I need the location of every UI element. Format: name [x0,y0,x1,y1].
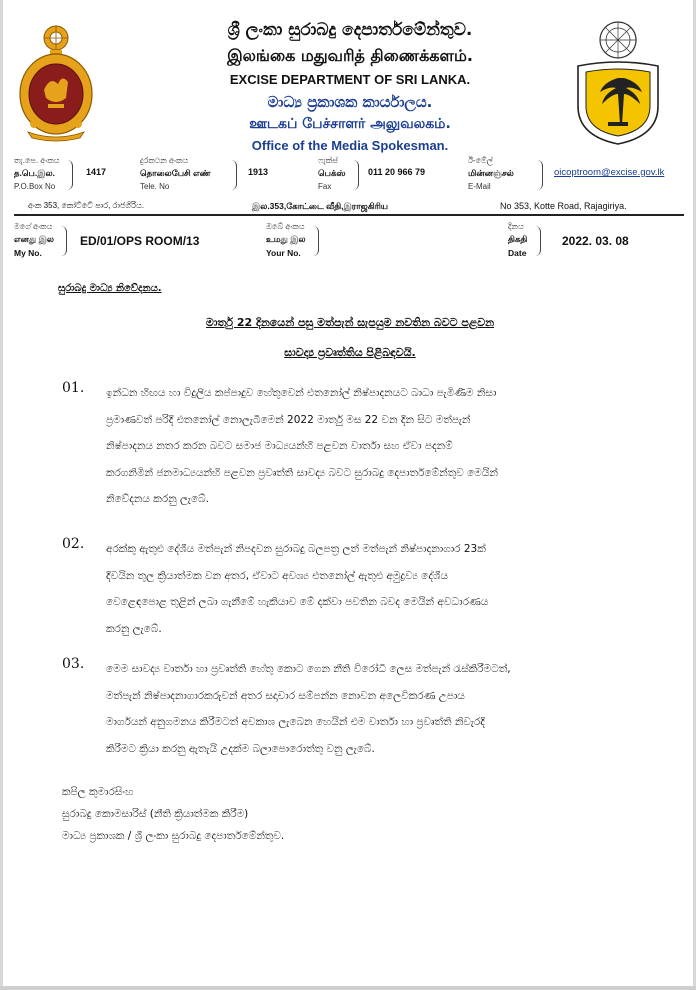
yourno-brace [312,226,319,256]
myno-label-ta: எனது இல [14,234,54,244]
notice-type: සුරාබදු මාධ්‍ය නිවේදනය. [58,283,162,294]
pobox-label-en: P.O.Box No [14,182,56,191]
paragraph-line: ඉන්ධන හිඟය හා විදුලිය කප්පාදුව හේතුවෙන් එතනෝල් නිෂ්පාදනයට බාධා පැමිණීම නිසා [106,387,497,399]
my-number-value: ED/01/OPS ROOM/13 [80,234,200,248]
reference-row [14,222,684,262]
paragraph-3 [106,656,644,762]
pobox-label-ta: த.பெ.இல. [14,168,55,178]
myno-label-si: මගේ අංකය [14,222,53,231]
paragraph-2 [106,536,644,642]
national-emblem-icon [14,20,98,142]
paragraph-line: නිෂ්පාදනය නතර කරන බවට සමාජ මාධ්‍යයන්හි පළවන වාර්තා සහ ඒවා පදනම් [106,440,453,452]
header-divider [14,214,684,216]
date-label-ta: திகதி [508,234,528,244]
subject-line-2: සාවද්‍ය ප්‍රවෘත්තිය පිළිබඳවයි. [284,346,416,359]
office-title-tamil: ஊடகப் பேச்சாளர் அலுவலகம். [249,116,451,132]
office-title-english: Office of the Media Spokesman. [251,138,449,153]
paragraph-line: මෙම සාවද්‍ය වාර්තා හා ප්‍රවෘත්ති හේතු කොට ගෙන නීති විරෝධී ලෙස මත්පැන් රැස්කිරීමටත්, [106,663,511,675]
page-edge-left [0,0,3,990]
address-english: No 353, Kotte Road, Rajagiriya. [500,201,627,211]
myno-brace [60,226,67,256]
email-label-ta: மின்னஞ்சல் [468,168,514,178]
date-value: 2022. 03. 08 [562,234,629,248]
fax-label-ta: பெக்ஸ் [318,168,346,178]
fax-label-en: Fax [318,182,332,191]
paragraph-line: මාර්ගයන් අනුගමනය කිරීමටත් අවකාශ ලැබෙන හෙයින් එම වාර්තා හා ප්‍රවෘත්ති නිවැරදි [106,716,485,728]
yourno-label-en: Your No. [266,248,301,258]
office-title-sinhala: මාධ්‍ය ප්‍රකාශක කාර්යාලය. [267,93,433,111]
paragraph-line: ප්‍රමාණවත් පරිදි එතනෝල් නොලැබීමෙන් 2022 මාර්තු මස 22 වන දින සිට මත්පැන් [106,413,471,426]
tele-brace [230,160,237,190]
dept-title-tamil: இலங்கை மதுவரித் திணைக்களம். [227,46,473,65]
paragraph-line: කරගනිමින් ජනමාධ්‍යයන්හි පළවන ප්‍රවෘත්ති සාවද්‍ය බවට සුරාබදු දෙපාර්තමේන්තුව මෙයින් [106,466,498,479]
paragraph-line: කිරීමට ක්‍රියා කරනු ඇතැයි උදක්ම බලාපොරොත්තු වනු ලැබේ. [106,742,375,755]
myno-label-en: My No. [14,248,42,258]
paragraph-line: මත්පැන් නිෂ්පාදනාගාරකරුවන් අතර සදාචාර සම්පන්න නොවන අලෙවිකරණ උපාය [106,689,465,702]
paragraph-number: 01. [62,380,85,396]
email-link[interactable]: oicoptroom@excise.gov.lk [554,167,665,178]
page-edge-bottom [0,986,696,990]
paragraph-number: 02. [62,536,85,552]
pobox-label-si: තැ.පෙ. අංකය [14,156,60,165]
email-label-si: ඊ-මේල් [468,156,493,165]
dept-title-sinhala: ශ්‍රී ලංකා සුරාබදු දෙපාර්තමේන්තුව. [227,20,473,40]
signatory-title: සුරාබදු කොමසාරිස් (නීති ක්‍රියාත්මක කිරීම) [62,808,249,820]
tele-label-en: Tele. No [140,182,170,191]
fax-label-si: ෆැක්ස් [318,156,338,165]
paragraph-line: කරනු ලැබේ. [106,622,162,635]
address-sinhala: අංක 353, කෝට්ටේ පාර, රාජගිරිය. [28,201,144,210]
fax-value: 011 20 966 79 [368,167,426,177]
yourno-label-si: ඔබේ අංකය [266,222,305,231]
email-label-en: E-Mail [468,182,491,191]
excise-crest-icon [572,18,664,146]
subject-line-1: මාර්තු 22 දිනයෙන් පසු මත්පැන් සැපයුම නවතින බවට පළවන [205,316,495,329]
paragraph-line: නිවේදනය කරනු ලැබේ. [106,493,209,505]
pobox-brace [66,160,73,190]
signatory-name: කපිල කුමාරසිංහ [62,786,134,798]
date-brace [534,226,541,256]
yourno-label-ta: உமது இல [266,234,306,244]
contact-row [8,156,688,198]
tele-label-ta: தொலைபேசி எண் [140,168,211,178]
tele-label-si: දුරකථන අංකය [140,156,189,165]
paragraph-line: වෙළෙඳපොළ තුළින් ලබා ගැනීමේ හැකියාව මේ දක්වා පවතින බවද මෙයින් අවධාරණය [106,596,489,608]
date-label-en: Date [508,248,527,258]
signatory-office: මාධ්‍ය ප්‍රකාශක / ශ්‍රී ලංකා සුරාබදු දෙපාර්තමේන්තුව. [62,830,285,842]
email-brace [536,160,543,190]
paragraph-number: 03. [62,656,85,672]
dept-title-english: EXCISE DEPARTMENT OF SRI LANKA. [229,72,471,87]
tele-value: 1913 [248,167,269,177]
address-row [28,201,678,215]
paragraph-line: අරක්කු ඇතුළු දේශීය මත්පැන් නිපදවන සුරාබදු බලපත්‍ර ලත් මත්පැන් නිෂ්පාදනාගාර 23ක් [106,543,486,555]
date-label-si: දිනය [508,222,524,231]
paragraph-1 [106,380,644,513]
paragraph-line: දිවයින තුල ක්‍රියාත්මක වන අතර, ඒවාට අවශ්‍ය එතනෝල් ඇතුළු අමුද්‍රව්‍ය දේශීය [106,569,449,582]
pobox-value: 1417 [86,167,107,177]
address-tamil: இல.353,கோட்டை வீதி,இராஜகிரிய [252,201,389,211]
fax-brace [352,160,359,190]
